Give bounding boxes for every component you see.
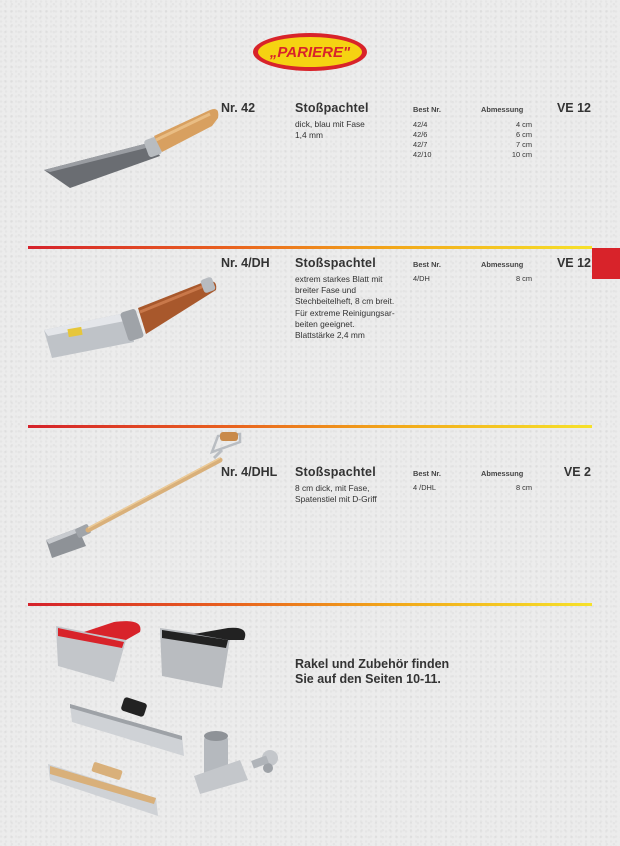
spatula-4dhl-image <box>44 430 244 560</box>
description-line: Blattstärke 2,4 mm <box>295 330 365 341</box>
section-divider <box>28 246 592 249</box>
product-number: Nr. 4/DH <box>221 256 270 270</box>
product-description <box>295 483 415 505</box>
table-cell: 8 cm <box>515 483 532 492</box>
col-header-abmessung: Abmessung <box>481 260 524 269</box>
page-tab-marker <box>592 248 620 279</box>
packaging-unit: VE 2 <box>563 465 591 479</box>
table-cell: 42/6 <box>413 130 428 139</box>
product-description <box>295 274 420 341</box>
description-line: Für extreme Reinigungsar- <box>295 307 395 318</box>
dimension-list <box>482 120 532 160</box>
description-line: 8 cm dick, mit Fase, <box>295 483 370 493</box>
product-title: Stoßpachtel <box>295 101 369 115</box>
note-line: Sie auf den Seiten 10-11. <box>295 672 441 686</box>
table-cell: 42/4 <box>413 120 428 129</box>
col-header-abmessung: Abmessung <box>481 469 524 478</box>
note-line: Rakel und Zubehör finden <box>295 657 450 671</box>
description-line: dick, blau mit Fase <box>295 119 365 129</box>
svg-text:„PARIERE": „PARIERE" <box>269 44 351 61</box>
description-line: 1,4 mm <box>295 130 323 141</box>
col-header-best-nr: Best Nr. <box>413 260 441 269</box>
col-header-abmessung: Abmessung <box>481 105 524 114</box>
product-title: Stoßspachtel <box>295 256 376 270</box>
accessories-note <box>295 657 449 687</box>
section-divider <box>28 603 592 606</box>
table-cell: 42/7 <box>413 140 428 149</box>
table-cell: 7 cm <box>515 140 532 149</box>
pariere-logo <box>252 32 368 72</box>
product-number: Nr. 4/DHL <box>221 465 278 479</box>
spatula-42-image <box>42 100 220 192</box>
product-number: Nr. 42 <box>221 101 256 115</box>
table-cell: 6 cm <box>515 130 532 139</box>
table-cell: 4 /DHL <box>413 483 437 492</box>
description-line: Spatenstiel mit D-Griff <box>295 494 377 505</box>
description-line: beiten geeignet. <box>295 318 355 329</box>
description-line: extrem starkes Blatt mit <box>295 274 383 284</box>
packaging-unit: VE 12 <box>556 101 591 115</box>
product-title: Stoßspachtel <box>295 465 376 479</box>
table-cell: 4 cm <box>515 120 532 129</box>
best-nr-list <box>413 120 432 160</box>
section-divider <box>28 425 592 428</box>
squeegee-accessories-image <box>44 618 294 828</box>
product-description <box>295 119 410 141</box>
col-header-best-nr: Best Nr. <box>413 105 441 114</box>
table-cell: 8 cm <box>515 274 532 283</box>
description-line: Stechbeitelheft, 8 cm breit. <box>295 296 395 307</box>
col-header-best-nr: Best Nr. <box>413 469 441 478</box>
table-cell: 4/DH <box>413 274 430 283</box>
table-cell: 42/10 <box>413 150 432 159</box>
table-cell: 10 cm <box>511 150 532 159</box>
description-line: breiter Fase und <box>295 285 356 296</box>
packaging-unit: VE 12 <box>556 256 591 270</box>
spatula-4dh-image <box>42 272 220 370</box>
